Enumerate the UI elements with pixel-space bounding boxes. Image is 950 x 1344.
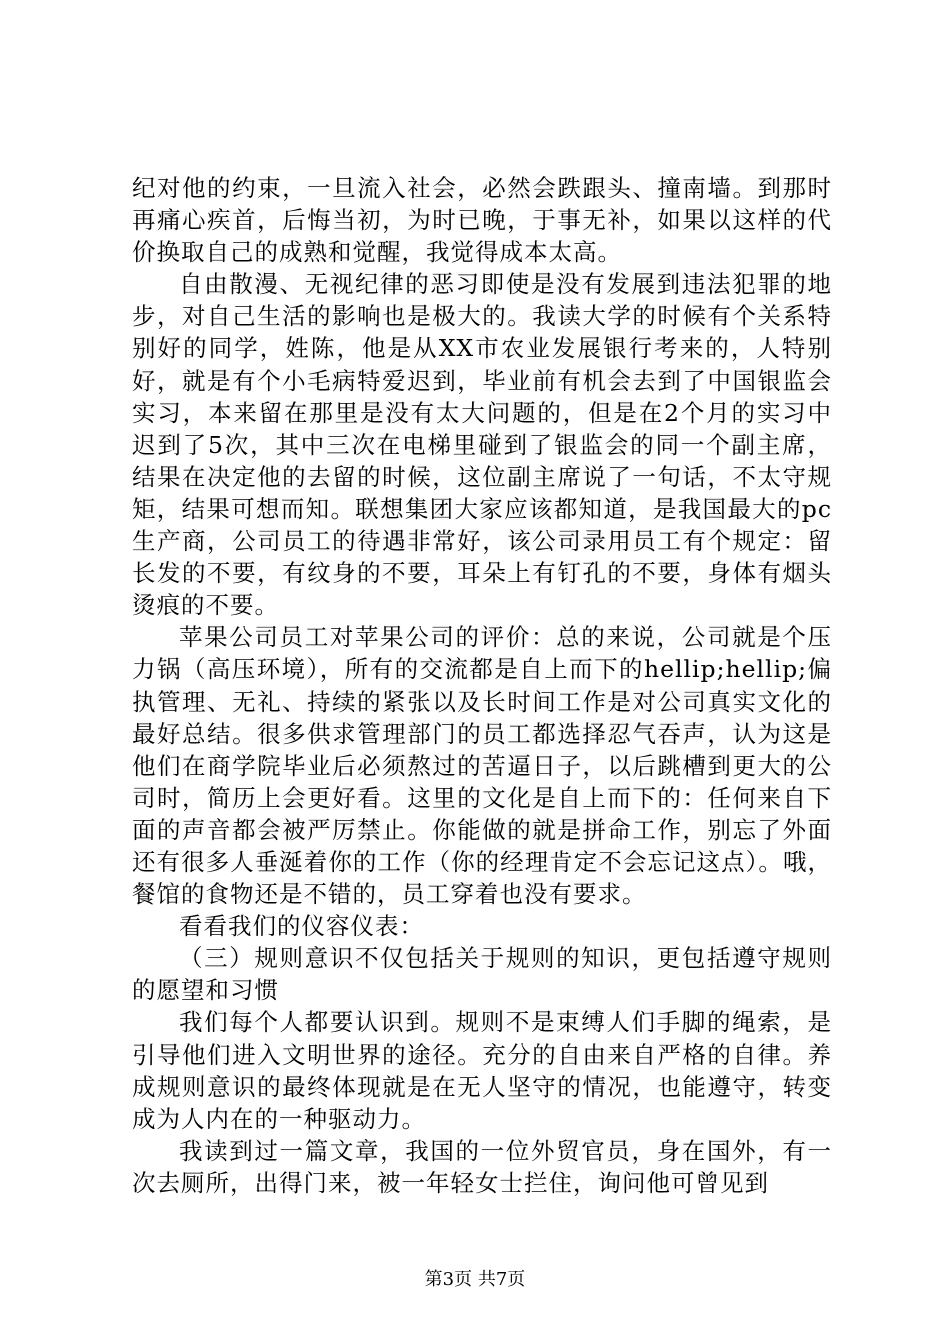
page-footer: 第3页 共7页 — [424, 1269, 526, 1290]
paragraph-rules-awareness: 我们每个人都要认识到。规则不是束缚人们手脚的绳索，是引导他们进入文明世界的途径。充分的自由来自严格的自律。养成规则意识的最终体现就是在无人坚守的情况，也能遵守，转变成为人内在的一种驱动力。 — [132, 1008, 832, 1133]
paragraph-article: 我读到过一篇文章，我国的一位外贸官员，身在国外，有一次去厕所，出得门来，被一年轻女士拦住，询问他可曾见到 — [132, 1136, 832, 1197]
section-heading-rules: （三）规则意识不仅包括关于规则的知识，更包括遵守规则的愿望和习惯 — [132, 944, 832, 1005]
paragraph-apple: 苹果公司员工对苹果公司的评价：总的来说，公司就是个压力锅（高压环境），所有的交流都是自上而下的hellip;hellip;偏执管理、无礼、持续的紧张以及长时间工作是对公司真实文化的最好总结。很多供求管理部门的员工都选择忍气吞声，认为这是他们在商学院毕业后必须熬过的苦逼日子，以后跳槽到更大的公司时，简历上会更好看。这里的文化是自上而下的：任何来自下面的声音都会被严厉禁止。你能做的就是拼命工作，别忘了外面还有很多人垂涎着你的工作（你的经理肯定不会忘记这点）。哦，餐馆的食物还是不错的，员工穿着也没有要求。 — [132, 623, 832, 909]
document-body — [132, 172, 832, 1199]
paragraph-continuation: 纪对他的约束，一旦流入社会，必然会跌跟头、撞南墙。到那时再痛心疾首，后悔当初，为时已晚，于事无补，如果以这样的代价换取自己的成熟和觉醒，我觉得成本太高。 — [132, 174, 832, 267]
paragraph-appearance: 看看我们的仪容仪表： — [179, 912, 424, 941]
paragraph-discipline: 自由散漫、无视纪律的恶习即使是没有发展到违法犯罪的地步，对自己生活的影响也是极大的。我读大学的时候有个关系特别好的同学，姓陈，他是从XX市农业发展银行考来的，人特别好，就是有个小毛病特爱迟到，毕业前有机会去到了中国银监会实习，本来留在那里是没有太大问题的，但是在2个月的实习中迟到了5次，其中三次在电梯里碰到了银监会的同一个副主席，结果在决定他的去留的时候，这位副主席说了一句话，不太守规矩，结果可想而知。联想集团大家应该都知道，是我国最大的pc生产商，公司员工的待遇非常好，该公司录用员工有个规定：留长发的不要，有纹身的不要，耳朵上有钉孔的不要，身体有烟头烫痕的不要。 — [132, 270, 832, 620]
